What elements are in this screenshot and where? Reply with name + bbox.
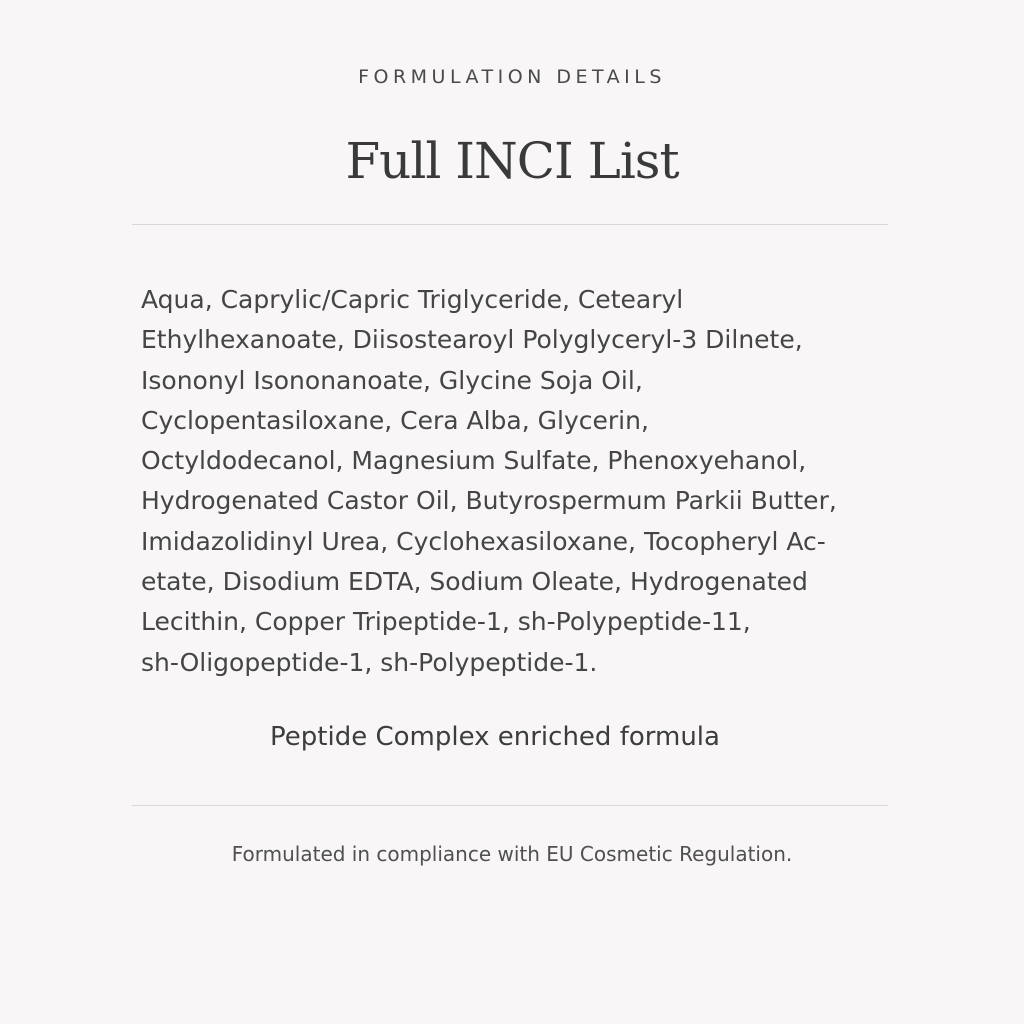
ingredient-line: Octyldodecanol, Magnesium Sulfate, Phenoxyehanol,: [141, 446, 807, 476]
ingredient-list: [141, 280, 901, 683]
section-eyebrow: FORMULATION DETAILS: [358, 66, 666, 88]
top-divider: [132, 224, 888, 225]
compliance-note: Formulated in compliance with EU Cosmetic Regulation.: [231, 842, 793, 866]
ingredient-line: Hydrogenated Castor Oil, Butyrospermum Parkii Butter,: [141, 486, 837, 516]
ingredient-line: Cyclopentasiloxane, Cera Alba, Glycerin,: [141, 405, 649, 435]
ingredient-line: Aqua, Caprylic/Capric Triglyceride, Cetearyl: [141, 285, 684, 314]
ingredient-line: sh-Oligopeptide-1, sh-Polypeptide-1.: [141, 647, 598, 677]
ingredient-line: Imidazolidinyl Urea, Cyclohexasiloxane, Tocopheryl Ac-: [141, 526, 826, 556]
ingredient-line: Isononyl Isononanoate, Glycine Soja Oil,: [141, 365, 643, 395]
bottom-divider: [132, 805, 888, 806]
ingredient-line: Lecithin, Copper Tripeptide-1, sh-Polypeptide-11,: [141, 607, 751, 637]
ingredient-line: Ethylhexanoate, Diisostearoyl Polyglyceryl-3 Dilnete,: [141, 325, 803, 355]
ingredient-line: etate, Disodium EDTA, Sodium Oleate, Hydrogenated: [141, 567, 808, 597]
formula-tagline: Peptide Complex enriched formula: [270, 722, 720, 752]
page-title: Full INCI List: [345, 132, 679, 190]
